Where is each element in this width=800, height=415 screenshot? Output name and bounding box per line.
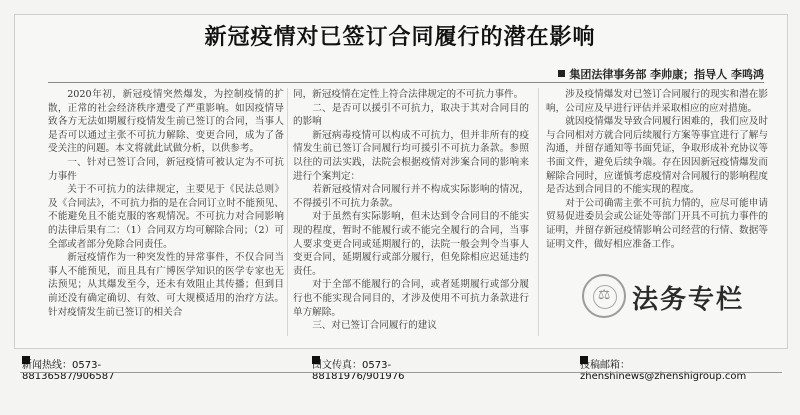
paragraph: 若新冠疫情对合同履行并不构成实际影响的情况，不得援引不可抗力条款。 <box>293 184 529 209</box>
paragraph: 对于虽然有实际影响，但未达到令合同目的不能实现的程度，暂时不能履行或不能完全履行的合同，当事人要求变更合同或延期履行的，法院一般会判令当事人变更合同，延期履行或部分履行，但免除相应迟延违约责任。 <box>293 211 529 277</box>
paragraph: 就因疫情爆发导致合同履行困难的，我们应及时与合同相对方就合同后续履行方案等事宜进行了解与沟通，并留存通知等书面凭证，争取形成补充协议等书面文件，避免后续争端。存在因因新冠疫情爆发而解除合同时，应谨慎考虑疫情对合同履行的影响程度是否达到合同目的不能实现的程度。 <box>546 116 768 196</box>
article-byline <box>558 66 764 82</box>
email-text: 投稿邮箱：zhenshinews@zhenshigroup.com <box>580 360 747 382</box>
hotline-text: 新闻热线：0573-88136587/906587 <box>22 360 115 382</box>
paragraph: 对于公司确需主张不可抗力情的，应尽可能申请贸易促进委员会或公证处等部门开具不可抗力事件的证明，并留存新冠疫情影响公司经营的行情、数据等证明文件，做好相应准备工作。 <box>546 197 768 250</box>
square-bullet-icon <box>558 70 565 77</box>
paragraph: 关于不可抗力的法律规定，主要见于《民法总则》及《合同法》，不可抗力指的是在合同订立时不能预见、不能避免且不能克服的客观情况。不可抗力对合同影响的法律后果有二：（1）合同双方均可解除合同；（2）可全部或者部分免除合同责任。 <box>48 184 284 250</box>
column-divider <box>538 88 539 336</box>
title-rule <box>48 82 764 83</box>
text-column-3 <box>546 88 768 251</box>
scales-glyph: ⚖ <box>597 287 611 303</box>
paragraph: 新冠疫情作为一种突发性的异常事件，不仅合同当事人不能预见，而且具有广博医学知识的医学专家也无法预见；从其爆发至今，还未有效阻止其传播；但到目前还没有确定确切、有效、可大规模适用的治疗方法。针对疫情发生前已签订的相关合 <box>48 252 284 318</box>
section-heading: 二、是否可以援引不可抗力，取决于其对合同目的的影响 <box>293 102 529 128</box>
scales-of-justice-icon <box>582 274 626 318</box>
section-heading: 一、针对已签订合同，新冠疫情可被认定为不可抗力事件 <box>48 156 284 182</box>
footer-rule <box>20 372 782 373</box>
paragraph: 对于全部不能履行的合同，或者延期履行或部分履行也不能实现合同目的，才涉及使用不可抗力条款进行单方解除。 <box>293 279 529 318</box>
paragraph: 新冠病毒疫情可以构成不可抗力，但并非所有的疫情发生前已签订合同履行均可援引不可抗力条款。参照以往的司法实践，法院会根据疫情对涉案合同的影响来进行个案判定： <box>293 129 529 182</box>
paragraph: 涉及疫情爆发对已签订合同履行的现实和潜在影响，公司应及早进行评估并采取相应的应对措施。 <box>546 89 768 114</box>
footer-bar <box>22 356 782 382</box>
section-heading: 三、对已签订合同履行的建议 <box>312 320 437 332</box>
text-column-1 <box>48 88 284 319</box>
paragraph: 2020年初，新冠疫情突然爆发，为控制疫情的扩散，正常的社会经济秩序遭受了严重影响。如因疫情导致各方无法如期履行疫情发生前已签订的合同，当事人是否可以通过主张不可抗力解除、变更合同，成为了备受关注的问题。本文将就此试做分析，以供参考。 <box>48 89 284 155</box>
column-divider <box>287 88 288 336</box>
paragraph: 同，新冠疫情在定性上符合法律规定的不可抗力事件。 <box>293 89 524 100</box>
article-title: 新冠疫情对已签订合同履行的潜在影响 <box>204 25 596 50</box>
column-mark: 法务专栏 <box>632 285 745 315</box>
text-column-2 <box>293 88 529 333</box>
fax-text: 图文传真：0573-88181976/901976 <box>312 360 405 382</box>
byline-text: 集团法律事务部 李帅康；指导人 李鸣鸿 <box>569 68 764 81</box>
